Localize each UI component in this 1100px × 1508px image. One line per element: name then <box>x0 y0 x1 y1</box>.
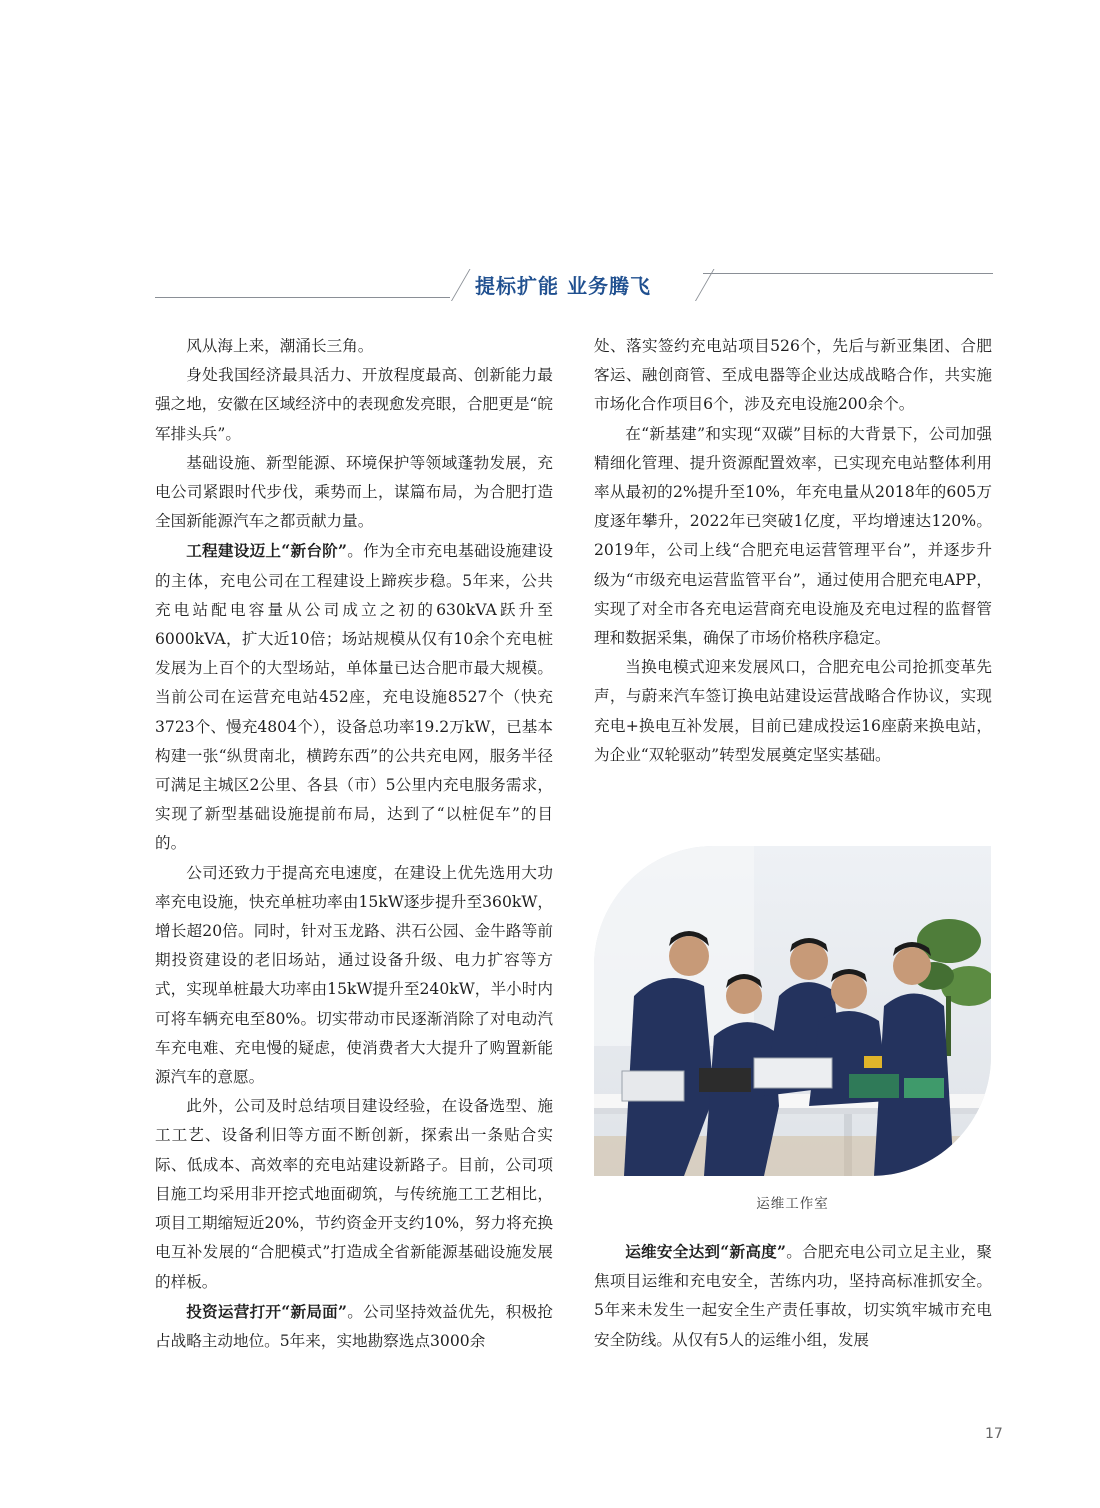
paragraph: 基础设施、新型能源、环境保护等领域蓬勃发展，充电公司紧跟时代步伐，乘势而上，谋篇布局，为合肥打造全国新能源汽车之都贡献力量。 <box>155 453 553 531</box>
header-rule-right <box>703 273 993 274</box>
team-photo-illustration <box>594 846 991 1176</box>
paragraph: 在“新基建”和实现“双碳”目标的大背景下，公司加强精细化管理、提升资源配置效率，已实现充电站整体利用率从最初的2%提升至10%，年充电量从2018年的605万度逐年攀升，2022年已突破1亿度，平均增速达120%。2019年，公司上线“合肥充电运营管理平台”，并逐步升级为“市级充电运营监管平台”，通过使用合肥充电APP，实现了对全市各充电运营商充电设施及充电过程的监督管理和数据采集，确保了市场价格秩序稳定。 <box>594 424 992 648</box>
team-photo <box>594 846 991 1176</box>
right-column-continued <box>594 1237 992 1355</box>
paragraph-body: 。作为全市充电基础设施建设的主体，充电公司在工程建设上蹄疾步稳。5年来，公共充电站配电容量从公司成立之初的630kVA跃升至6000kVA，扩大近10倍；场站规模从仅有10余个充电桩发展为上百个的大型场站，单体量已达合肥市最大规模。当前公司在运营充电站452座，充电设施8527个（快充3723个、慢充4804个），设备总功率19.2万kW，已基本构建一张“纵贯南北，横跨东西”的公共充电网，服务半径可满足主城区2公里、各县（市）5公里内充电服务需求，实现了新型基础设施提前布局，达到了“以桩促车”的目的。 <box>155 542 553 853</box>
paragraph <box>594 1237 992 1355</box>
paragraph-lead: 工程建设迈上“新台阶” <box>186 541 347 561</box>
paragraph: 身处我国经济最具活力、开放程度最高、创新能力最强之地，安徽在区域经济中的表现愈发亮眼，合肥更是“皖军排头兵”。 <box>155 366 553 443</box>
section-title: 提标扩能 业务腾飞 <box>475 274 651 298</box>
section-header <box>155 268 993 302</box>
header-slash-left <box>451 269 470 301</box>
paragraph: 当换电模式迎来发展风口，合肥充电公司抢抓变革先声，与蔚来汽车签订换电站建设运营战略合作协议，实现充电+换电互补发展，目前已建成投运16座蔚来换电站，为企业“双轮驱动”转型发展奠定坚实基础。 <box>594 658 992 764</box>
left-column <box>155 332 553 1356</box>
paragraph: 公司还致力于提高充电速度，在建设上优先选用大功率充电设施，快充单桩功率由15kW逐步提升至360kW，增长超20倍。同时，针对玉龙路、洪石公园、金牛路等前期投资建设的老旧场站，通过设备升级、电力扩容等方式，实现单桩最大功率由15kW提升至240kW，半小时内可将车辆充电至80%。切实带动市民逐渐消除了对电动汽车充电难、充电慢的疑虑，使消费者大大提升了购置新能源汽车的意愿。 <box>155 863 553 1087</box>
paragraph-lead: 运维安全达到“新高度” <box>625 1242 786 1261</box>
paragraph-body: 。合肥充电公司立足主业，聚焦项目运维和充电安全，苦练内功，坚持高标准抓安全。5年来未发生一起安全生产责任事故，切实筑牢城市充电安全防线。从仅有5人的运维小组，发展 <box>594 1243 992 1349</box>
paragraph: 处、落实签约充电站项目526个，先后与新亚集团、合肥客运、融创商管、至成电器等企业达成战略合作，共实施市场化合作项目6个，涉及充电设施200余个。 <box>594 337 992 414</box>
paragraph-body: 。公司坚持效益优先，积极抢占战略主动地位。5年来，实地勘察选点3000余 <box>155 1302 553 1350</box>
paragraph <box>155 1297 553 1356</box>
photo-caption: 运维工作室 <box>756 1196 829 1212</box>
header-rule-left <box>155 297 450 298</box>
paragraph <box>155 536 553 858</box>
paragraph: 风从海上来，潮涌长三角。 <box>186 337 374 355</box>
paragraph: 此外，公司及时总结项目建设经验，在设备选型、施工工艺、设备利旧等方面不断创新，探索出一条贴合实际、低成本、高效率的充电站建设新路子。目前，公司项目施工均采用非开挖式地面砌筑，与传统施工工艺相比，项目工期缩短近20%，节约资金开支约10%，努力将充换电互补发展的“合肥模式”打造成全省新能源基础设施发展的样板。 <box>155 1097 553 1291</box>
page-number: 17 <box>985 1426 1003 1442</box>
right-column <box>594 332 992 770</box>
paragraph-lead: 投资运营打开“新局面” <box>186 1301 347 1321</box>
